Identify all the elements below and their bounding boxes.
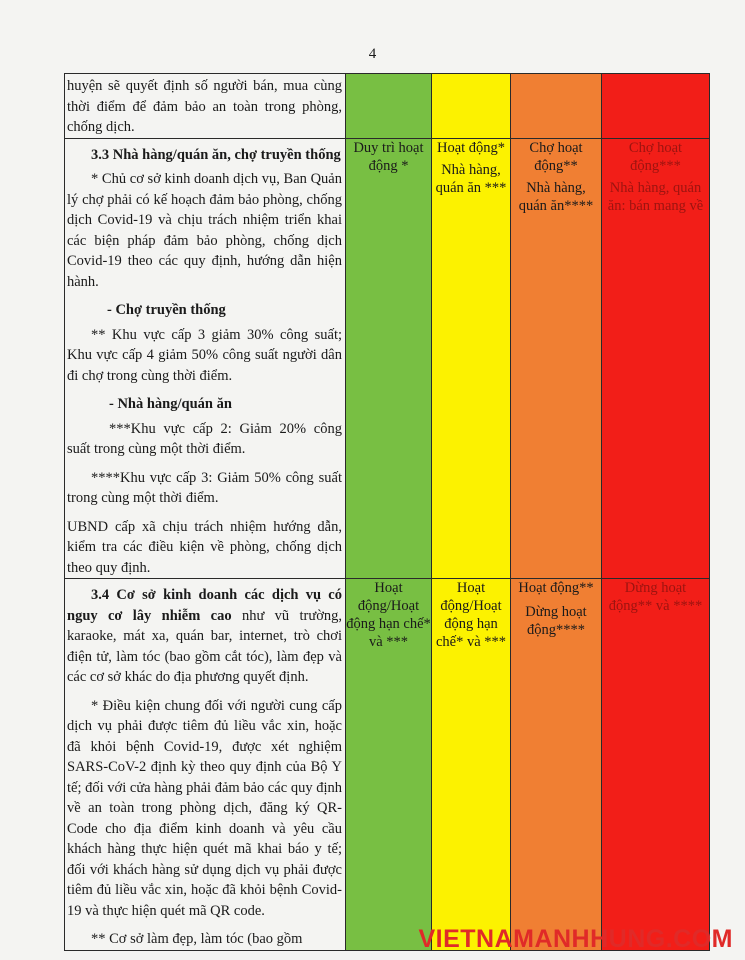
- level-text: Chợ hoạt động**: [529, 139, 583, 174]
- table-row-continued: [65, 74, 710, 139]
- section-heading: [67, 585, 342, 688]
- red-level-cell: [602, 138, 710, 579]
- level-text: Chợ hoạt động***: [628, 139, 683, 174]
- paragraph: UBND cấp xã chịu trách nhiệm hướng dẫn, kiểm tra các điều kiện về phòng, chống dịch theo quy định.: [67, 518, 342, 576]
- level-text: Nhà hàng, quán ăn****: [518, 179, 594, 214]
- continued-paragraph: huyện sẽ quyết định số người bán, mua cùng thời điểm để đảm bảo an toàn trong phòng, chống dịch.: [67, 78, 342, 135]
- paragraph: ** Cơ sở làm đẹp, làm tóc (bao gồm: [91, 931, 303, 947]
- text-cell: [65, 74, 346, 139]
- paragraph: ***Khu vực cấp 2: Giảm 20% công suất trong cùng một thời điểm.: [67, 420, 342, 457]
- yellow-level-cell: [432, 74, 511, 139]
- orange-level-cell: [511, 579, 602, 951]
- orange-level-cell: [511, 74, 602, 139]
- level-text: Nhà hàng, quán ăn ***: [435, 161, 507, 196]
- page-number: 4: [368, 46, 377, 62]
- subheading: - Chợ truyền thống: [107, 302, 226, 318]
- heading-rest: như vũ trường, karaoke, mát xa, quán bar, internet, trò chơi điện tử, làm tóc (bao gồm cắt tóc), làm đẹp và các cơ sở khác do địa phương quyết định.: [67, 607, 343, 685]
- paragraph: ** Khu vực cấp 3 giảm 30% công suất; Khu vực cấp 4 giảm 50% công suất người dân đi chợ trong cùng thời điểm.: [67, 326, 342, 384]
- subheading: - Nhà hàng/quán ăn: [109, 396, 232, 412]
- yellow-level-cell: [432, 579, 511, 951]
- red-level-cell: [602, 74, 710, 139]
- text-cell: [65, 579, 346, 951]
- level-text: Hoạt động**: [518, 580, 594, 596]
- level-text: Dừng hoạt động** và ****: [608, 580, 703, 614]
- table-row-restaurants-markets: [65, 138, 710, 579]
- green-level-cell: [346, 138, 432, 579]
- policy-table: [64, 73, 710, 951]
- site-watermark: VIETNAMANHHUNG.COM: [418, 925, 733, 953]
- yellow-level-cell: [432, 138, 511, 579]
- green-level-cell: [346, 74, 432, 139]
- level-text: Hoạt động/Hoạt động hạn chế* và ***: [346, 580, 431, 650]
- green-level-cell: [346, 579, 432, 951]
- level-text: Hoạt động/Hoạt động hạn chế* và ***: [435, 580, 507, 650]
- heading-bold: 3.4 Cơ sở kinh doanh các dịch vụ có nguy cơ lây nhiễm cao: [67, 587, 342, 624]
- paragraph: ****Khu vực cấp 3: Giảm 50% công suất trong cùng một thời điểm.: [67, 469, 342, 506]
- level-text: Nhà hàng, quán ăn: bán mang về: [607, 179, 704, 214]
- level-text: Duy trì hoạt động *: [353, 139, 424, 174]
- section-heading: 3.3 Nhà hàng/quán ăn, chợ truyền thống: [91, 146, 341, 163]
- level-text: Dừng hoạt động****: [525, 604, 587, 638]
- paragraph: * Điều kiện chung đối với người cung cấp dịch vụ phải được tiêm đủ liều vắc xin, hoặc đã khỏi bệnh Covid-19, được xét nghiệm SARS-CoV-2 định kỳ theo quy định của Bộ Y tế; đối với cửa hàng phải đảm bảo các quy định về an toàn trong phòng dịch, đăng ký QR-Code cho địa điểm kinh doanh và yêu cầu khách hàng thực hiện quét mã khai báo y tế; đối với khách hàng sử dụng dịch vụ phải được tiêm đủ liều vắc xin, hoặc đã khỏi bệnh Covid-19 và thực hiện quét mã QR code.: [67, 697, 342, 919]
- level-text: Hoạt động*: [436, 139, 506, 156]
- paragraph: * Chủ cơ sở kinh doanh dịch vụ, Ban Quản lý chợ phải có kế hoạch đảm bảo phòng, chống dịch Covid-19 và chịu trách nhiệm triển khai các biện pháp đảm bảo phòng, chống dịch Covid-19 theo các quy định, hướng dẫn hiện hành.: [67, 171, 342, 290]
- text-cell: [65, 138, 346, 579]
- orange-level-cell: [511, 138, 602, 579]
- table-row-high-risk-services: [65, 579, 710, 951]
- red-level-cell: [602, 579, 710, 951]
